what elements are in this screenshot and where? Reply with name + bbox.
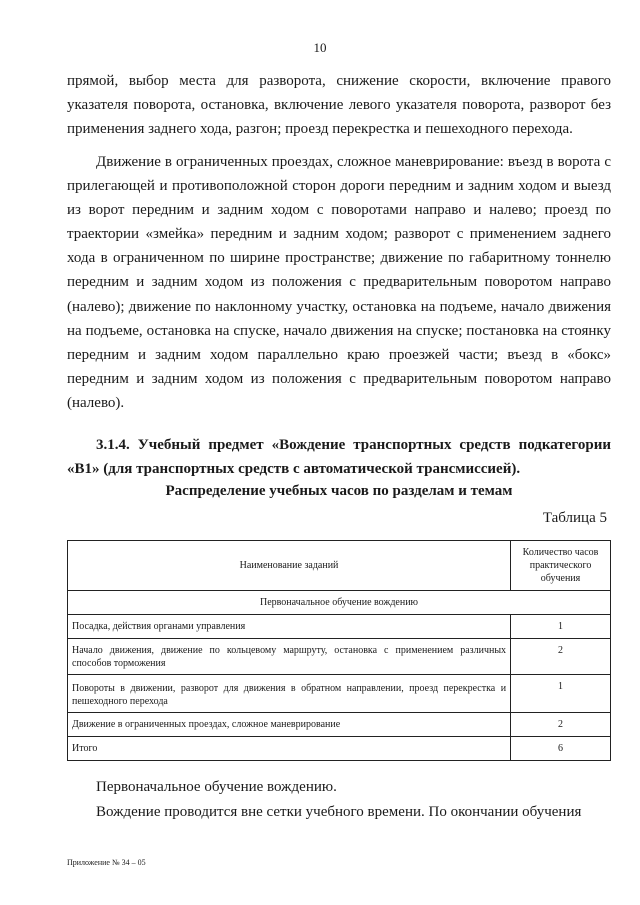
- table-section-row: [68, 591, 611, 615]
- page-number: 10: [313, 40, 327, 55]
- row-task: Движение в ограниченных проездах, сложное маневрирование: [68, 713, 511, 737]
- hours-table: [67, 540, 611, 761]
- header-hours: Количество часов практического обучения: [511, 541, 611, 591]
- total-label: Итого: [68, 737, 511, 761]
- row-hours: 2: [511, 713, 611, 737]
- table-row: [68, 713, 611, 737]
- paragraph-maneuvering: Движение в ограниченных проездах, сложное маневрирование: въезд в ворота с прилегающей и противоположной сторон дороги передним и задним ходом и выезд из ворот передним и задним ходом с поворотами направо и налево; проезд по траектории «змейка» передним и задним ходом; разворот с применением заднего хода в ограниченном по ширине пространстве; движение по габаритному тоннелю передним и задним ходом из положения с предварительным поворотом направо (налево); движение по наклонному участку, остановка на подъеме, начало движения на подъеме, остановка на спуске, начало движения на спуске; постановка на стоянку передним и задним ходом параллельно краю проезжей части; въезд в «бокс» передним и задним ходом из положения с предварительным поворотом направо (налево).: [67, 154, 611, 411]
- section-label: Первоначальное обучение вождению: [68, 591, 611, 615]
- section-heading: 3.1.4. Учебный предмет «Вождение транспортных средств подкатегории «B1» (для транспортных средств с автоматической трансмиссией).: [67, 437, 611, 477]
- table-total-row: [68, 737, 611, 761]
- table-title: Распределение учебных часов по разделам и темам: [165, 483, 513, 499]
- paragraph-continuation: прямой, выбор места для разворота, снижение скорости, включение правого указателя поворота, остановка, включение левого указателя поворота, разворот без применения заднего хода, разгон; проезд перекрестка и пешеходного перехода.: [67, 73, 611, 138]
- table-row: [68, 615, 611, 639]
- header-task: Наименование заданий: [68, 541, 511, 591]
- footer-appendix: Приложение № 34 – 05: [67, 858, 146, 867]
- total-hours: 6: [511, 737, 611, 761]
- row-hours: 1: [511, 615, 611, 639]
- row-hours: 2: [511, 639, 611, 675]
- row-task: Повороты в движении, разворот для движения в обратном направлении, проезд перекрестка и пешеходного перехода: [68, 675, 511, 713]
- paragraph-initial-training: Первоначальное обучение вождению.: [96, 779, 337, 795]
- table-row: [68, 639, 611, 675]
- table-header-row: [68, 541, 611, 591]
- row-hours: 1: [511, 675, 611, 713]
- table-row: [68, 675, 611, 713]
- table-label: Таблица 5: [542, 510, 607, 526]
- paragraph-driving-note: Вождение проводится вне сетки учебного времени. По окончании обучения: [96, 804, 582, 820]
- row-task: Посадка, действия органами управления: [68, 615, 511, 639]
- row-task: Начало движения, движение по кольцевому маршруту, остановка с применением различных способов торможения: [68, 639, 511, 675]
